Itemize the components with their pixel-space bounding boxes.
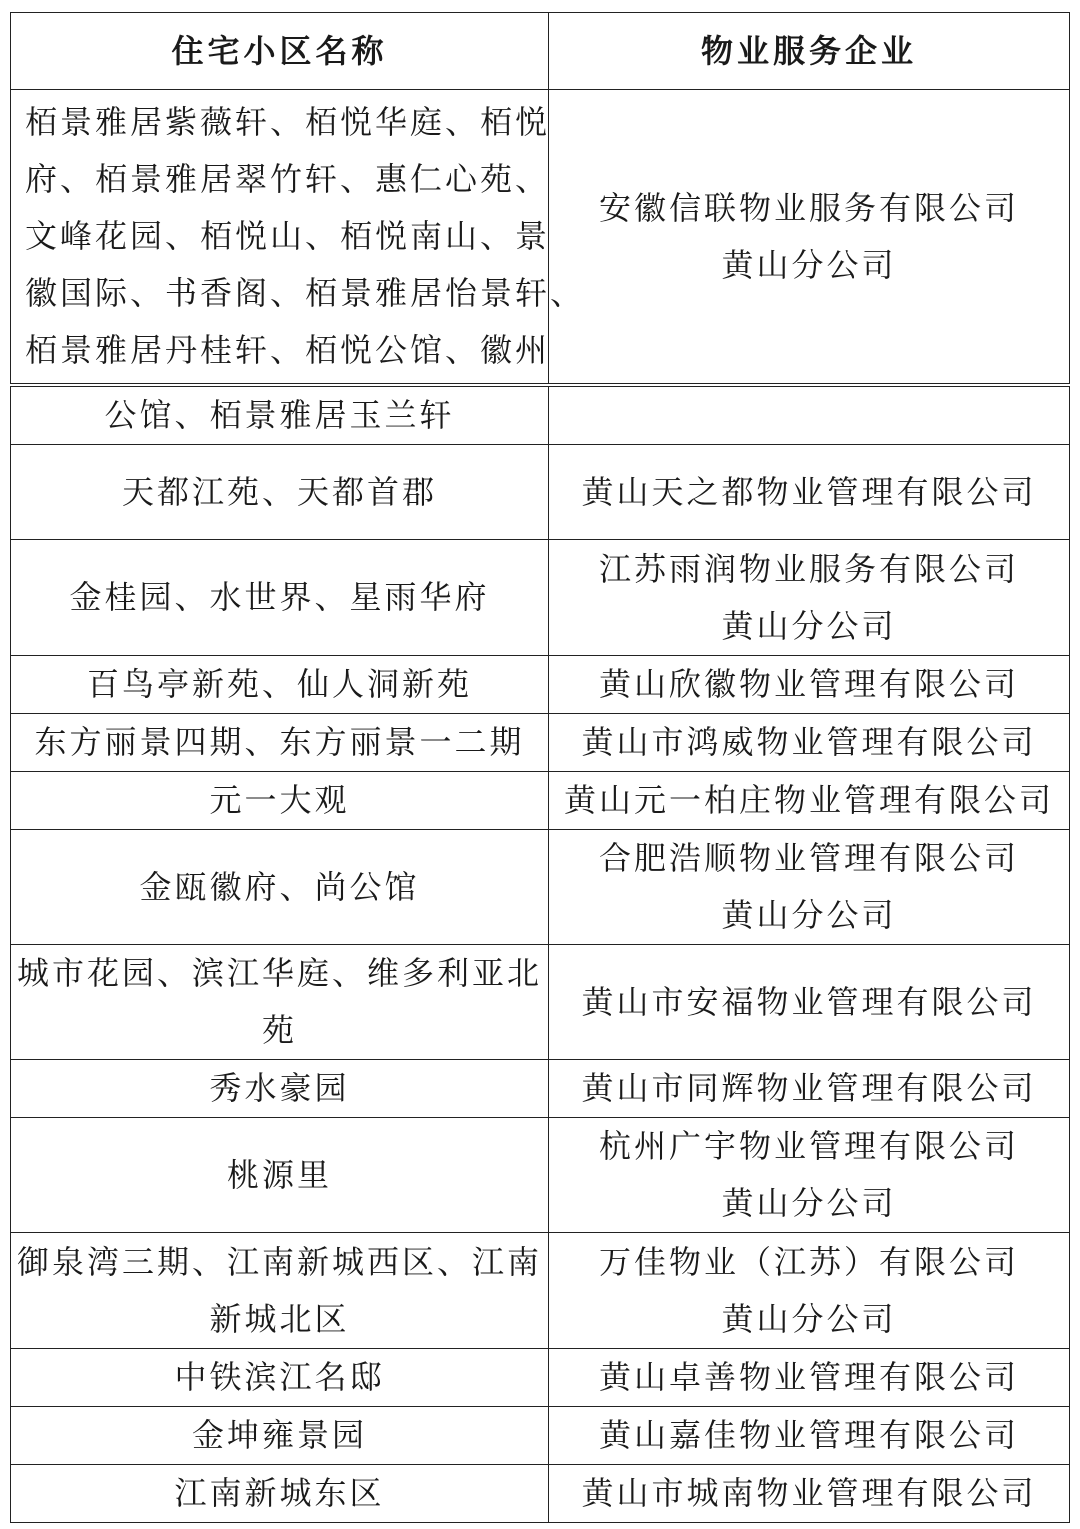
- community-cell: 百鸟亭新苑、仙人洞新苑: [11, 656, 549, 714]
- company-cell: [549, 1118, 1070, 1233]
- community-line: 府、栢景雅居翠竹轩、惠仁心苑、: [25, 160, 551, 198]
- company-cell: 黄山卓善物业管理有限公司: [549, 1349, 1070, 1407]
- community-cell: [11, 90, 586, 384]
- table-row: [11, 1060, 1070, 1118]
- company-line: 江苏雨润物业服务有限公司: [598, 549, 1019, 588]
- community-cell: 中铁滨江名邸: [11, 1349, 549, 1407]
- company-line: 万佳物业（江苏）有限公司: [598, 1242, 1019, 1281]
- company-line: 合肥浩顺物业管理有限公司: [598, 839, 1019, 877]
- header-row: [11, 13, 1070, 90]
- company-cell: 黄山市城南物业管理有限公司: [549, 1465, 1070, 1523]
- community-line: 文峰花园、栢悦山、栢悦南山、景: [25, 217, 551, 255]
- community-cell: 桃源里: [11, 1118, 549, 1233]
- table-row: [11, 656, 1070, 714]
- company-cell: 黄山市同辉物业管理有限公司: [549, 1060, 1070, 1118]
- community-cell: [11, 945, 549, 1060]
- table-row: [11, 1233, 1070, 1349]
- company-line: 黄山分公司: [721, 1184, 897, 1222]
- community-cell: 东方丽景四期、东方丽景一二期: [11, 714, 549, 772]
- community-cell: 金桂园、水世界、星雨华府: [11, 540, 549, 656]
- header-community: 住宅小区名称: [11, 13, 549, 90]
- community-line: 御泉湾三期、江南新城西区、江南: [16, 1242, 542, 1281]
- company-cell: [549, 830, 1070, 945]
- company-line: 黄山分公司: [721, 606, 897, 645]
- table-row: [11, 1407, 1070, 1465]
- table-row: [11, 772, 1070, 830]
- community-cell: 金瓯徽府、尚公馆: [11, 830, 549, 945]
- table-row: [11, 387, 1070, 445]
- community-cell: 江南新城东区: [11, 1465, 549, 1523]
- community-line: 苑: [261, 1011, 297, 1049]
- company-line: 安徽信联物业服务有限公司: [598, 188, 1019, 227]
- table-row: [11, 1349, 1070, 1407]
- community-cell: 金坤雍景园: [11, 1407, 549, 1465]
- company-cell: 黄山市安福物业管理有限公司: [549, 945, 1070, 1060]
- company-cell: 黄山市鸿威物业管理有限公司: [549, 714, 1070, 772]
- community-line: 栢景雅居紫薇轩、栢悦华庭、栢悦: [25, 103, 551, 141]
- community-line: 徽国际、书香阁、栢景雅居怡景轩、: [25, 274, 586, 312]
- table-row: [11, 1118, 1070, 1233]
- property-table-part-2: [10, 386, 1070, 1523]
- community-cell: [11, 1233, 549, 1349]
- community-line: 新城北区: [209, 1299, 350, 1338]
- table-row: [11, 90, 1070, 384]
- community-cell: 公馆、栢景雅居玉兰轩: [11, 387, 549, 445]
- table-row: [11, 945, 1070, 1060]
- table-row: [11, 1465, 1070, 1523]
- company-cell: 黄山欣徽物业管理有限公司: [549, 656, 1070, 714]
- community-line: 城市花园、滨江华庭、维多利亚北: [16, 954, 542, 992]
- community-cell: 秀水豪园: [11, 1060, 549, 1118]
- table-row: [11, 714, 1070, 772]
- table-row: [11, 540, 1070, 656]
- company-cell: 黄山天之都物业管理有限公司: [549, 445, 1070, 540]
- company-cell: 黄山元一柏庄物业管理有限公司: [549, 772, 1070, 830]
- table-row: [11, 445, 1070, 540]
- company-line: 杭州广宇物业管理有限公司: [598, 1127, 1019, 1165]
- company-cell: 黄山嘉佳物业管理有限公司: [549, 1407, 1070, 1465]
- community-line: 栢景雅居丹桂轩、栢悦公馆、徽州: [25, 331, 551, 369]
- company-cell: [549, 540, 1070, 656]
- company-cell: [549, 90, 1070, 384]
- company-line: 黄山分公司: [721, 896, 897, 934]
- table-row: [11, 830, 1070, 945]
- header-company: 物业服务企业: [549, 13, 1070, 90]
- company-cell: [549, 1233, 1070, 1349]
- property-table-part-1: [10, 12, 1070, 384]
- community-cell: 元一大观: [11, 772, 549, 830]
- company-line: 黄山分公司: [721, 1299, 897, 1338]
- company-cell: [549, 387, 1070, 445]
- community-cell: 天都江苑、天都首郡: [11, 445, 549, 540]
- company-line: 黄山分公司: [721, 245, 897, 284]
